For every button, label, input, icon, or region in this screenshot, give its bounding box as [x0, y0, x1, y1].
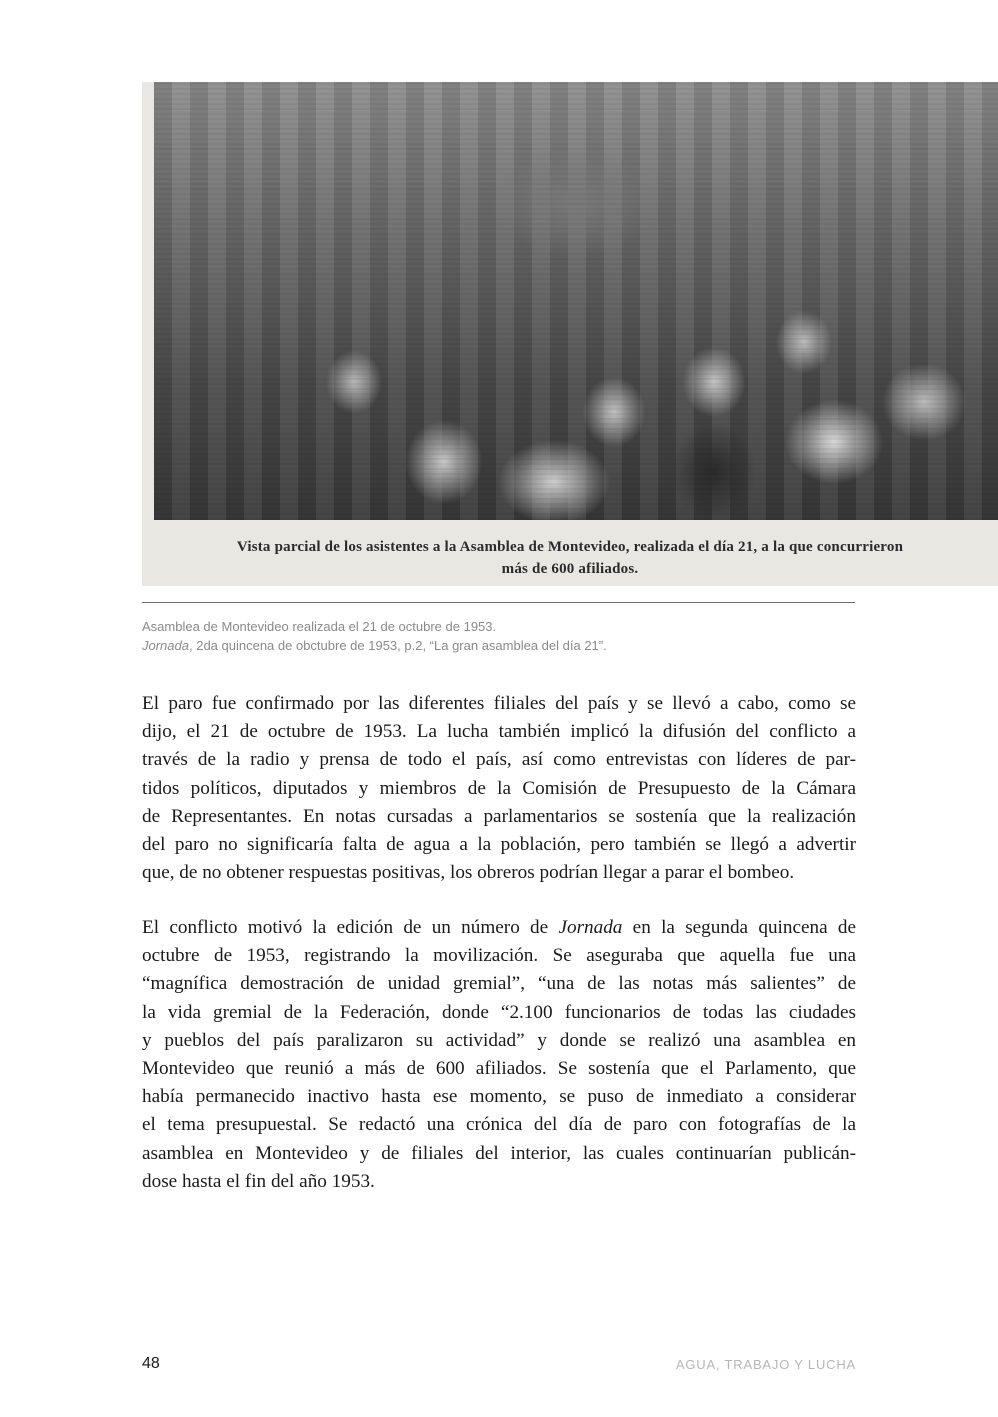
paragraph-line: Montevideo que reunió a más de 600 afiliados. Se sostenía que el Parlamento, que	[142, 1058, 856, 1080]
caption-line-1: Asamblea de Montevideo realizada el 21 de octubre de 1953.	[142, 619, 497, 634]
running-head: AGUA, TRABAJO Y LUCHA	[675, 1357, 856, 1372]
figure-caption	[142, 617, 855, 655]
caption-source-title: Jornada	[142, 638, 189, 653]
caption-source-details: , 2da quincena de obctubre de 1953, p.2, “La gran asamblea del día 21”.	[188, 638, 607, 653]
paragraph-line: la vida gremial de la Federación, donde “2.100 funcionarios de todas las ciudades	[142, 1001, 856, 1023]
paragraph-line: de Representantes. En notas cursadas a parlamentarios se sostenía que la realización	[142, 805, 856, 827]
body-paragraph-2	[142, 914, 856, 1196]
newspaper-photo-figure	[142, 82, 998, 586]
publication-title: Jornada	[558, 917, 623, 938]
page-number: 48	[142, 1355, 160, 1372]
paragraph-line: del paro no significaría falta de agua a la población, pero también se llegó a advertir	[142, 834, 856, 856]
paragraph-text: El conflicto motivó la edición de un número de	[142, 917, 559, 938]
body-paragraph-1	[142, 690, 856, 887]
print-caption-line-1: Vista parcial de los asistentes a la Asamblea de Montevideo, realizada el día 21, a la que concurrieron	[236, 539, 904, 555]
paragraph-line: dijo, el 21 de octubre de 1953. La lucha también implicó la difusión del conflicto a	[142, 721, 856, 743]
paragraph-line: dose hasta el fin del año 1953.	[142, 1170, 375, 1192]
paragraph-line: había permanecido inactivo hasta ese momento, se puso de inmediato a considerar	[142, 1086, 856, 1108]
paragraph-line: octubre de 1953, registrando la movilización. Se aseguraba que aquella fue una	[142, 945, 856, 967]
caption-divider	[142, 602, 855, 603]
caption-source-line	[142, 636, 855, 655]
paragraph-line: El paro fue confirmado por las diferentes filiales del país y se llevó a cabo, como se	[142, 693, 856, 714]
assembly-crowd-photo	[154, 82, 998, 520]
paragraph-line: que, de no obtener respuestas positivas, los obreros podrían llegar a parar el bombeo.	[142, 862, 795, 884]
paragraph-line: asamblea en Montevideo y de filiales del interior, las cuales continuarían publicán-	[142, 1142, 856, 1164]
photo-print-caption	[142, 536, 998, 580]
paragraph-line: tidos políticos, diputados y miembros de la Comisión de Presupuesto de la Cámara	[142, 777, 856, 799]
paragraph-line: el tema presupuestal. Se redactó una crónica del día de paro con fotografías de la	[142, 1114, 856, 1136]
paragraph-line: “magnífica demostración de unidad gremial”, “una de las notas más salientes” de	[142, 973, 856, 995]
paragraph-line	[142, 914, 856, 942]
paragraph-line: y pueblos del país paralizaron su actividad” y donde se realizó una asamblea en	[142, 1029, 856, 1051]
paragraph-line: través de la radio y prensa de todo el país, así como entrevistas con líderes de par-	[142, 749, 856, 771]
print-caption-line-2: más de 600 afiliados.	[501, 561, 639, 577]
paragraph-text: en la segunda quincena de	[622, 917, 856, 938]
